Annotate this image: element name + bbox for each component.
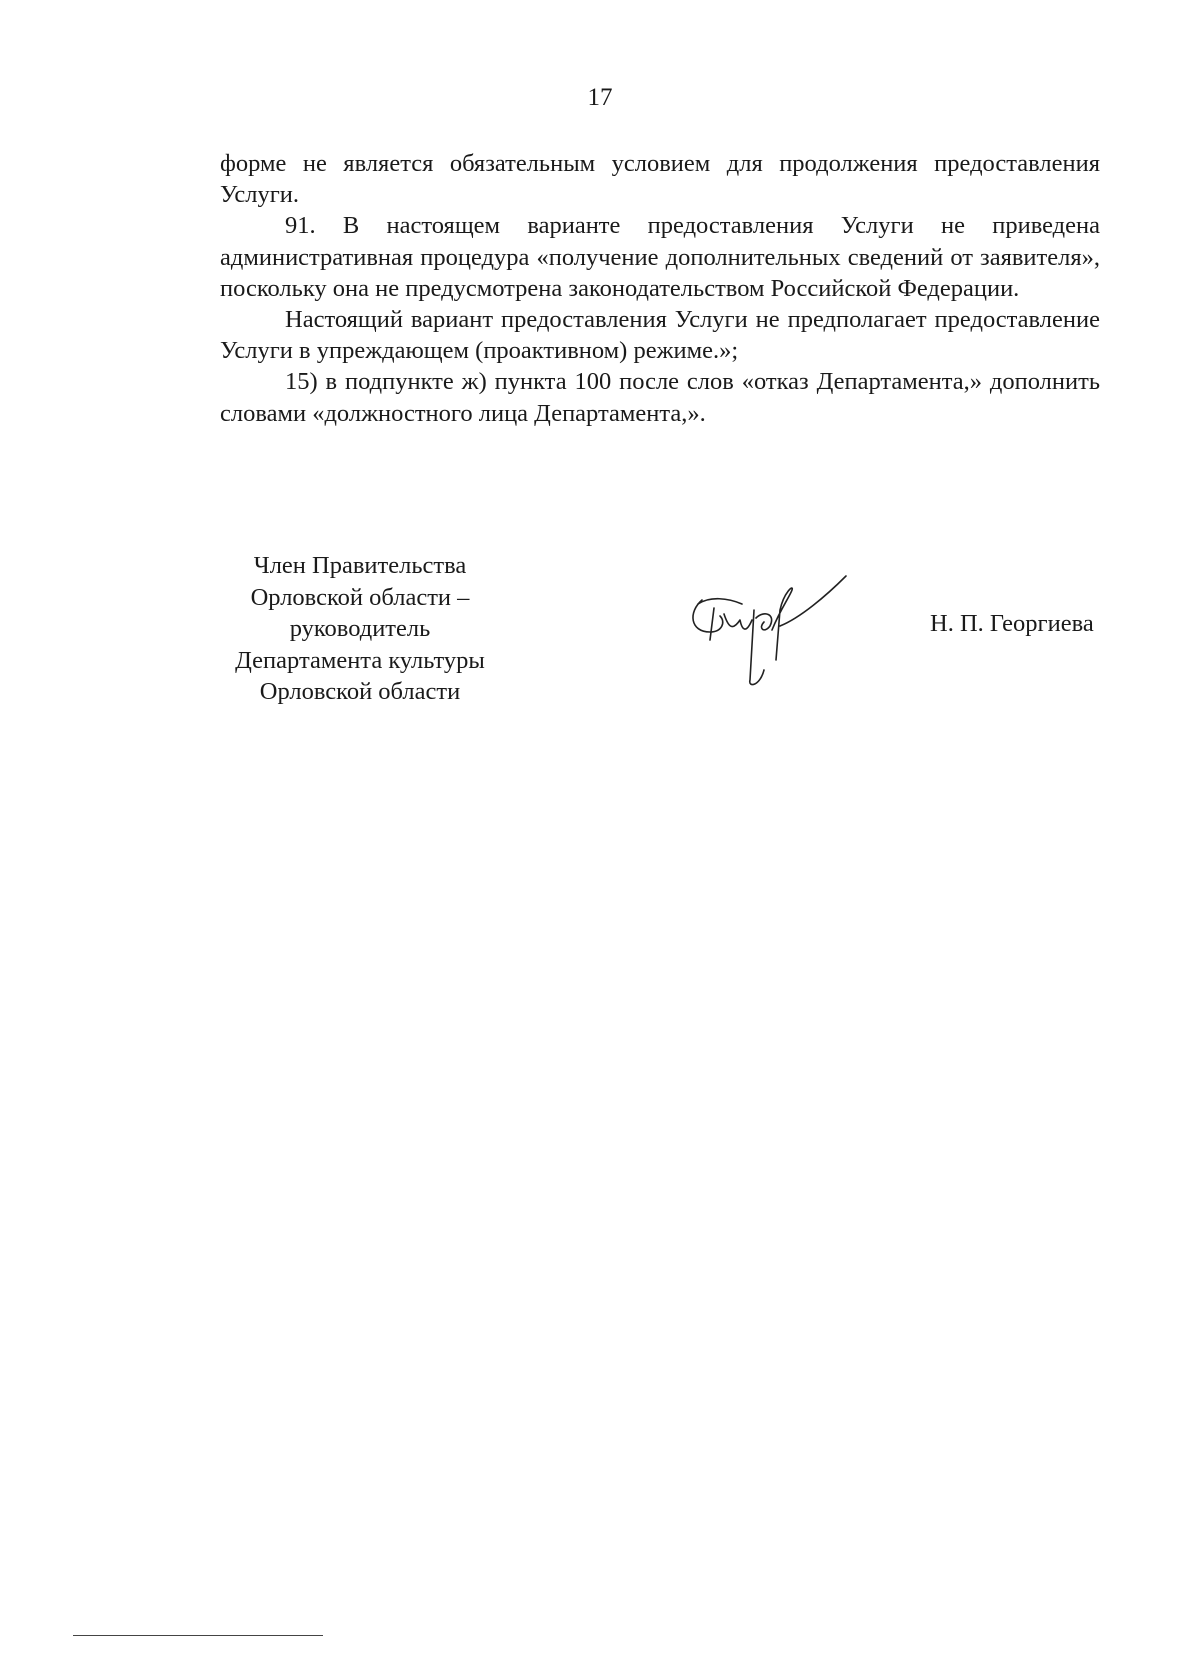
signature-block [220, 550, 1100, 705]
position-line: Член Правительства [253, 552, 467, 579]
footer-rule [73, 1635, 323, 1636]
handwritten-signature [680, 570, 870, 690]
paragraph: форме не является обязательным условием для продолжения предоставления Услуги. [220, 150, 1100, 209]
page-number: 17 [587, 84, 613, 111]
document-body [220, 148, 1100, 429]
position-line: Департамента культуры [235, 646, 485, 674]
position-line: Орловской области – [250, 583, 470, 611]
position-line: Орловской области [259, 678, 461, 705]
paragraph-91: 91. В настоящем варианте предоставления Услуги не приведена административная процедура «получение дополнительных сведений от заявителя», поскольку она не предусмотрена законодательством Российской Федерации. [220, 212, 1100, 302]
position-line: руководитель [289, 615, 431, 642]
paragraph-item-15: 15) в подпункте ж) пункта 100 после слов «отказ Департамента,» дополнить словами «должностного лица Департамента,». [220, 368, 1100, 427]
paragraph: Настоящий вариант предоставления Услуги не предполагает предоставление Услуги в упреждающем (проактивном) режиме.»; [220, 306, 1100, 365]
signer-name: Н. П. Георгиева [930, 610, 1094, 637]
signer-position [220, 550, 500, 708]
